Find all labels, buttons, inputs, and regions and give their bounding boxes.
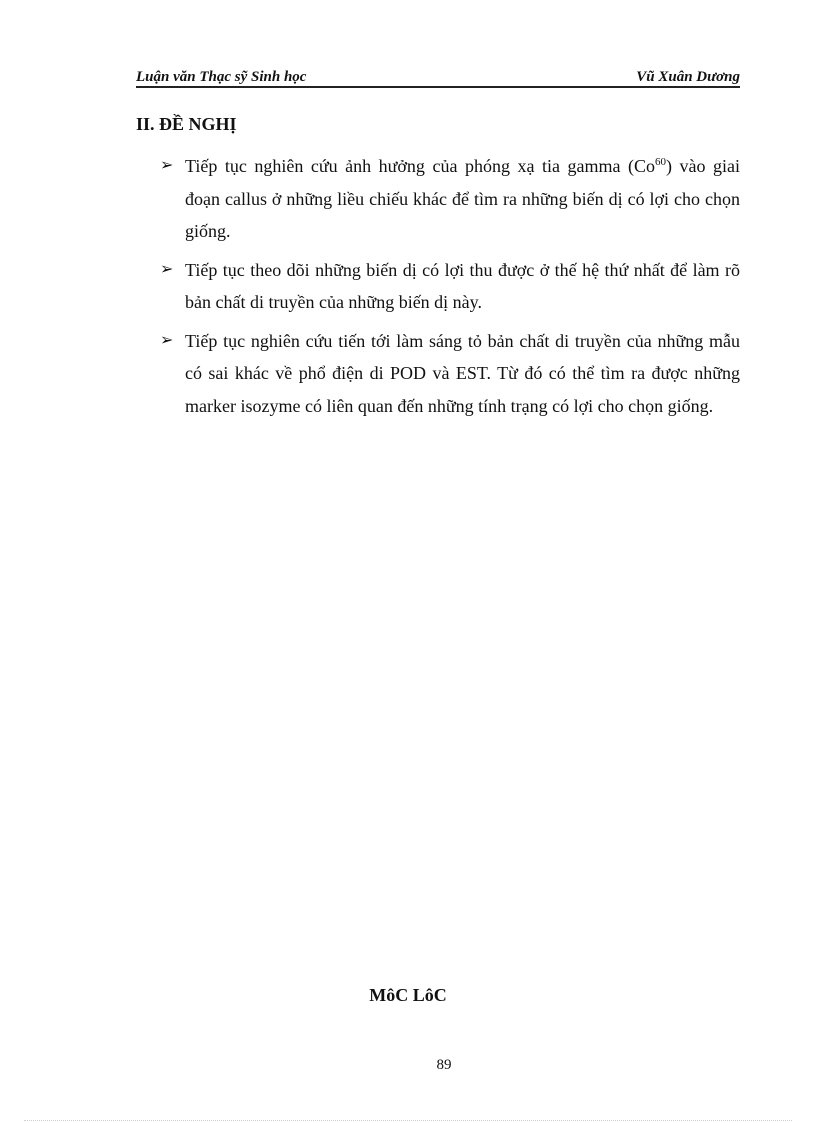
recommendation-list (160, 150, 740, 428)
item-text: ) vào giai đoạn callus ở những liều chiếu khác để tìm ra những biến dị có lợi cho chọn giống. (185, 156, 740, 241)
header-thesis-title: Luận văn Thạc sỹ Sinh học (136, 69, 307, 85)
page-header (136, 66, 740, 88)
header-author: Vũ Xuân Dương (636, 69, 740, 85)
arrow-bullet-icon: ➢ (160, 331, 174, 349)
item-text: Tiếp tục theo dõi những biến dị có lợi thu được ở thế hệ thứ nhất để làm rõ bản chất di truyền của những biến dị này. (185, 259, 740, 312)
table-of-contents-heading: MôC LôC (369, 985, 447, 1005)
item-text: Tiếp tục nghiên cứu tiến tới làm sáng tỏ bản chất di truyền của những mẫu có sai khác về phổ điện di POD và EST. Từ đó có thể tìm ra được những marker isozyme có liên quan đến những tính trạng có lợi cho chọn giống. (185, 330, 740, 416)
item-text: Tiếp tục nghiên cứu ảnh hưởng của phóng xạ tia gamma (Co (185, 156, 655, 176)
superscript: 60 (654, 156, 666, 168)
page-bottom-divider (24, 1120, 792, 1121)
arrow-bullet-icon: ➢ (160, 260, 174, 278)
section-title: II. ĐỀ NGHỊ (136, 114, 237, 134)
list-item (160, 150, 740, 248)
list-item (160, 325, 740, 423)
list-item (160, 254, 740, 319)
arrow-bullet-icon: ➢ (160, 157, 174, 174)
page-number: 89 (436, 1057, 452, 1073)
